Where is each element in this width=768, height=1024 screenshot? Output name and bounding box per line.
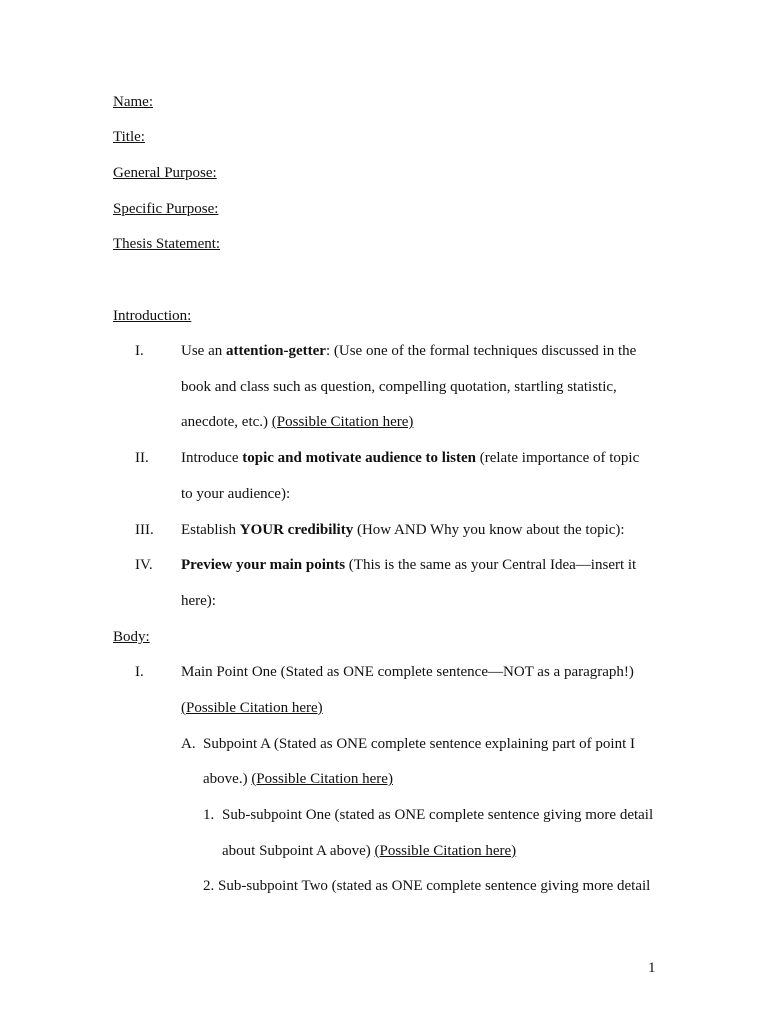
intro-item-4-bold: Preview your main points bbox=[181, 557, 346, 573]
intro-item-1-line-3-text: anecdote, etc.) bbox=[181, 414, 272, 430]
main-point-1-citation: (Possible Citation here) bbox=[181, 700, 323, 716]
body-heading: Body: bbox=[113, 629, 150, 645]
intro-item-3-bold: YOUR credibility bbox=[239, 522, 354, 538]
subsub-1-citation: (Possible Citation here) bbox=[374, 843, 517, 859]
subsub-1-label: 1. bbox=[203, 807, 215, 823]
subpoint-a-label: A. bbox=[181, 736, 196, 752]
intro-item-2-text-post: (relate importance of topic bbox=[475, 450, 640, 466]
subsub-1-line-2-text: about Subpoint A above) bbox=[222, 843, 375, 859]
intro-item-1-line-2: book and class such as question, compelling quotation, startling statistic, bbox=[181, 379, 617, 395]
intro-item-3-numeral: III. bbox=[135, 522, 154, 538]
intro-item-2-line-2: to your audience): bbox=[181, 486, 291, 502]
intro-item-3-text-post: (How AND Why you know about the topic): bbox=[353, 522, 625, 538]
intro-item-1-numeral: I. bbox=[135, 343, 144, 359]
subsub-1-line-2 bbox=[222, 842, 516, 860]
intro-item-2-bold: topic and motivate audience to listen bbox=[242, 450, 476, 466]
intro-item-3-text: Establish bbox=[181, 522, 240, 538]
intro-item-2-line-1 bbox=[181, 449, 639, 467]
intro-item-3-line-1 bbox=[181, 521, 625, 539]
intro-item-1-citation: (Possible Citation here) bbox=[271, 414, 414, 430]
general-purpose-label: General Purpose: bbox=[113, 165, 217, 181]
main-point-1-line-1: Main Point One (Stated as ONE complete sentence—NOT as a paragraph!) bbox=[181, 664, 634, 680]
thesis-statement-label: Thesis Statement: bbox=[113, 236, 221, 252]
intro-item-1-line-3 bbox=[181, 413, 413, 431]
intro-item-4-numeral: IV. bbox=[135, 557, 153, 573]
subpoint-a-citation: (Possible Citation here) bbox=[251, 771, 393, 787]
introduction-heading: Introduction: bbox=[113, 308, 192, 324]
subpoint-a-line-2 bbox=[203, 770, 393, 788]
intro-item-2-text: Introduce bbox=[181, 450, 243, 466]
intro-item-4-line-2: here): bbox=[181, 593, 216, 609]
intro-item-4-line-1 bbox=[181, 556, 636, 574]
subsub-2-line-1: 2. Sub-subpoint Two (stated as ONE complete sentence giving more detail bbox=[203, 878, 651, 894]
page-number: 1 bbox=[648, 960, 656, 976]
intro-item-2-numeral: II. bbox=[135, 450, 149, 466]
subpoint-a-line-1: Subpoint A (Stated as ONE complete sentence explaining part of point I bbox=[203, 736, 635, 752]
intro-item-1-line-1 bbox=[181, 342, 636, 360]
intro-item-1-text: Use an bbox=[181, 343, 226, 359]
title-field-label: Title: bbox=[113, 129, 145, 145]
name-field-label: Name: bbox=[113, 94, 153, 110]
main-point-1-numeral: I. bbox=[135, 664, 144, 680]
intro-item-1-text-post: : (Use one of the formal techniques discussed in the bbox=[325, 343, 637, 359]
subsub-1-line-1: Sub-subpoint One (stated as ONE complete sentence giving more detail bbox=[222, 807, 654, 823]
intro-item-1-bold: attention-getter bbox=[226, 343, 326, 359]
intro-item-4-text-post: (This is the same as your Central Idea—insert it bbox=[345, 557, 637, 573]
specific-purpose-label: Specific Purpose: bbox=[113, 201, 219, 217]
subpoint-a-line-2-text: above.) bbox=[203, 771, 252, 787]
